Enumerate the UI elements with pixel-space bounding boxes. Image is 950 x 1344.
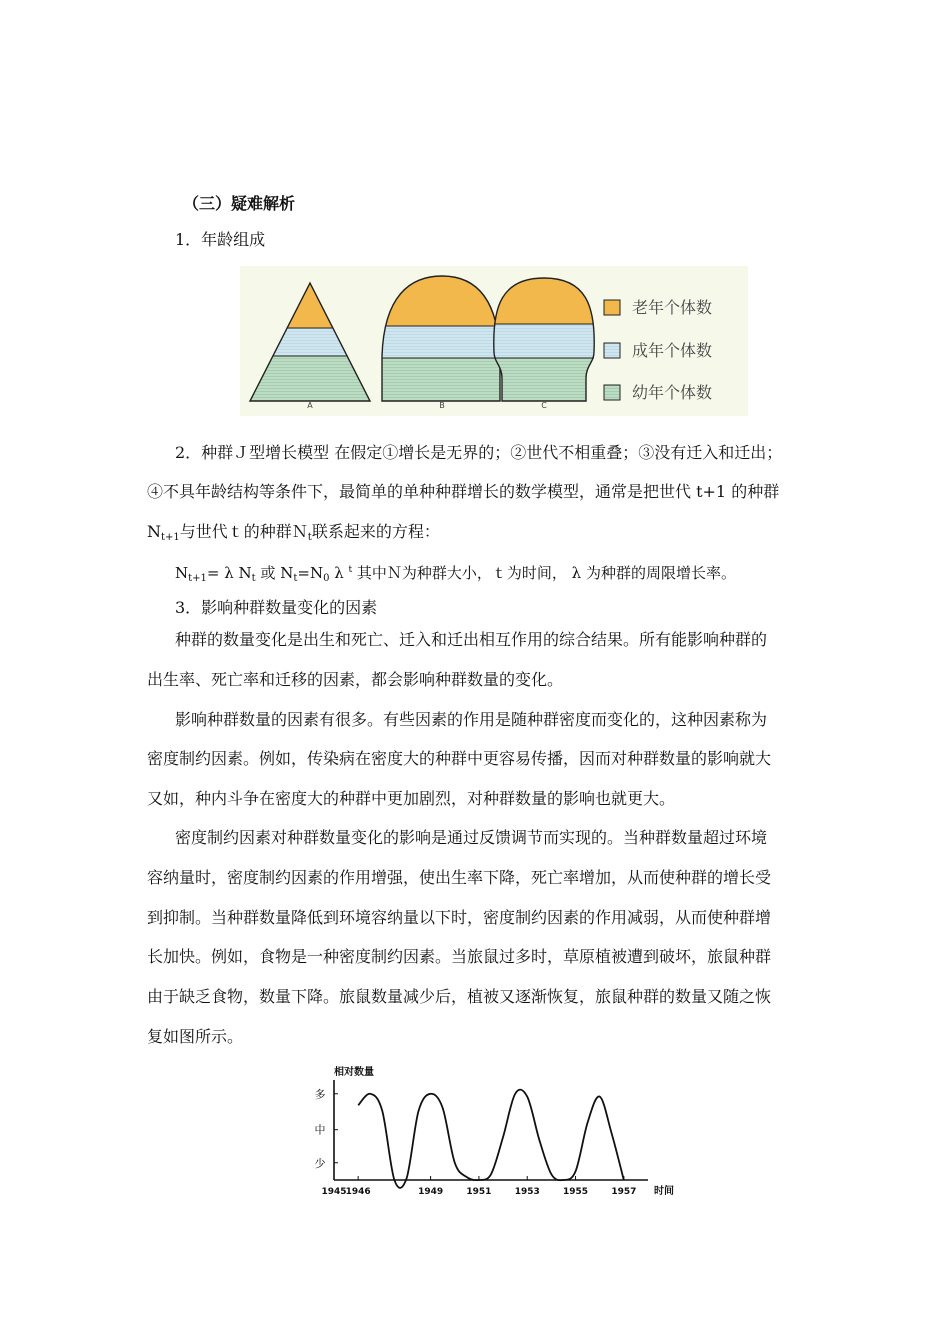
formula-e: λ [329, 564, 349, 582]
legend-adult-swatch [604, 343, 620, 358]
paragraph-line: 到抑制。当种群数量降低到环境容纳量以下时，密度制约因素的作用减弱，从而使种群增 [147, 908, 772, 927]
age-structure-figure [240, 266, 748, 416]
paragraph-line: 出生率、死亡率和迁移的因素，都会影响种群数量的变化。 [147, 670, 564, 689]
age-structure-svg [240, 266, 748, 416]
y-tick-label: 少 [314, 1156, 326, 1170]
legend-adult-label: 成年个体数 [632, 341, 713, 360]
paragraph-line: 复如图所示。 [147, 1027, 244, 1046]
legend-young-label: 幼年个体数 [632, 383, 713, 402]
population-chart-svg [300, 1066, 690, 1206]
paragraph-line: 种群的数量变化是出生和死亡、迁入和迁出相互作用的综合结果。所有能影响种群的 [175, 630, 768, 649]
line3-mid: 与世代ｔ的种群Ｎ [179, 522, 308, 541]
pyramid-a-label: A [307, 401, 313, 410]
paragraph-line: 容纳量时，密度制约因素的作用增强，使出生率下降，死亡率增加，从而使种群的增长受 [147, 868, 772, 887]
y-tick-label: 多 [314, 1087, 326, 1101]
paragraph-line: 又如，种内斗争在密度大的种群中更加剧烈，对种群数量的影响也就更大。 [147, 789, 676, 808]
pyramid-c-label: C [541, 401, 547, 410]
formula-c-sub: t [293, 573, 298, 584]
population-series-line [358, 1090, 624, 1188]
x-tick-label: 1951 [466, 1187, 492, 1197]
x-tick-label: 1949 [418, 1187, 444, 1197]
formula-f: 其中Ｎ为种群大小，ｔ为时间， λ 为种群的周限增长率。 [352, 564, 736, 582]
formula-d: =N [297, 564, 324, 582]
pyramid-c [490, 266, 600, 408]
legend-young-swatch [604, 385, 620, 400]
line3-sub2: t [307, 532, 312, 543]
paragraph-line: 由于缺乏食物，数量下降。旅鼠数量减少后，植被又逐渐恢复，旅鼠种群的数量又随之恢 [147, 987, 772, 1006]
formula-b-sub: t [251, 573, 256, 584]
paragraph-line: 影响种群数量的因素有很多。有些因素的作用是随种群密度而变化的，这种因素称为 [175, 710, 768, 729]
pyramid-b [370, 266, 510, 408]
paragraph-line: 密度制约因素对种群数量变化的影响是通过反馈调节而实现的。当种群数量超过环境 [175, 828, 768, 847]
item2-line1: 2．种群Ｊ型增长模型 在假定①增长是无界的；②世代不相重叠；③没有迁入和迁出； [175, 443, 783, 462]
line3-post: 联系起来的方程： [311, 522, 440, 541]
x-tick-label: 1957 [611, 1187, 637, 1197]
section-title: （三）疑难解析 [183, 194, 296, 213]
x-tick-label: 1945 [321, 1187, 347, 1197]
item2-line3 [147, 522, 440, 542]
x-tick-label: 1946 [345, 1187, 371, 1197]
formula-c: 或 N [255, 564, 294, 582]
pyramid-a [240, 266, 390, 406]
paragraph-line: 长加快。例如，食物是一种密度制约因素。当旅鼠过多时，草原植被遭到破坏，旅鼠种群 [147, 947, 772, 966]
formula-a-sub: t+1 [188, 573, 207, 584]
x-axis-label: 时间 [654, 1186, 674, 1197]
formula-d-sub: 0 [323, 573, 330, 584]
formula-a: N [175, 564, 189, 582]
pyramid-b-label: B [439, 401, 445, 410]
y-axis-label: 相对数量 [334, 1067, 374, 1078]
x-tick-label: 1955 [563, 1187, 589, 1197]
y-tick-label: 中 [314, 1123, 326, 1137]
item3-heading: 3．影响种群数量变化的因素 [175, 598, 378, 617]
line3-sub: t+1 [161, 532, 180, 543]
item2-line2: ④不具年龄结构等条件下，最简单的单种种群增长的数学模型，通常是把世代 t+1 的种群 [147, 482, 780, 501]
growth-formula [175, 560, 736, 583]
legend-old-label: 老年个体数 [632, 298, 713, 317]
formula-b: = λ N [206, 564, 252, 582]
formula-e-sup: t [348, 565, 353, 575]
paragraph-line: 密度制约因素。例如，传染病在密度大的种群中更容易传播，因而对种群数量的影响就大 [147, 749, 772, 768]
population-chart [300, 1066, 690, 1206]
line3-n: N [147, 522, 161, 541]
legend-old-swatch [604, 300, 620, 315]
item1-heading: 1．年龄组成 [175, 230, 266, 249]
x-tick-label: 1953 [514, 1187, 540, 1197]
